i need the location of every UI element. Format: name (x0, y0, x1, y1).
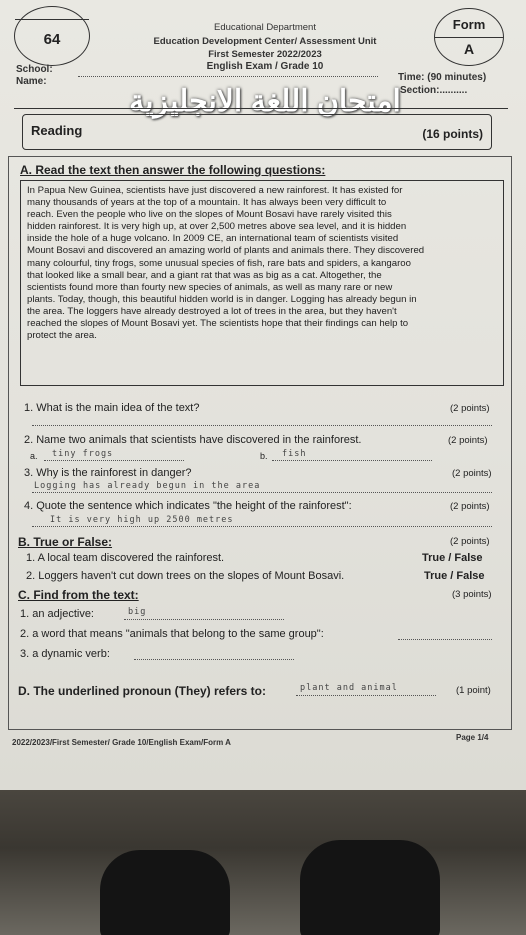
part-d-line[interactable] (296, 695, 436, 696)
time-label: Time: (90 minutes) (398, 72, 487, 83)
passage-line: reach. Even the people who live on the slopes of Mount Bosavi have rarely visited this (27, 209, 392, 221)
department-line: Educational Department (214, 22, 316, 33)
question-2-points: (2 points) (448, 435, 488, 446)
find-3: 3. a dynamic verb: (20, 648, 110, 660)
shoe-right (300, 840, 440, 935)
header-divider (14, 108, 508, 109)
question-3-points: (2 points) (452, 468, 492, 479)
semester-line: First Semester 2022/2023 (208, 49, 322, 60)
reading-header (22, 114, 492, 150)
form-circle (434, 8, 504, 66)
reading-passage (20, 180, 504, 386)
footer-left: 2022/2023/First Semester/ Grade 10/English Exam/Form A (12, 738, 231, 747)
true-false-2[interactable]: True / False (424, 570, 485, 582)
passage-line: the area. The loggers have already destroyed a lot of trees in the area, but they haven't (27, 305, 397, 317)
answer-line-1[interactable] (32, 425, 492, 426)
passage-line: reached the slopes of Mount Bosavi yet. The scientists hope that their findings can help to (27, 318, 409, 330)
part-d-points: (1 point) (456, 685, 491, 696)
floor-background (0, 790, 526, 935)
find-1: 1. an adjective: (20, 608, 94, 620)
answer-line-2b[interactable] (272, 460, 432, 461)
passage-line: inside the hole of a huge volcano. In 2009 CE, an international team of scientists visited (27, 233, 399, 245)
question-4: 4. Quote the sentence which indicates "the height of the rainforest": (24, 500, 352, 512)
shoe-left (100, 850, 230, 935)
unit-line: Education Development Center/ Assessment Unit (153, 36, 377, 47)
school-label: School: (16, 64, 53, 75)
find-1-answer: big (128, 607, 147, 617)
answer-2b: fish (282, 449, 307, 459)
section-label: Section:.......... (400, 85, 468, 96)
find-line-1[interactable] (124, 619, 284, 620)
name-label: Name: (16, 76, 47, 87)
form-label: Form (452, 17, 486, 32)
find-2: 2. a word that means "animals that belong to the same group": (20, 628, 324, 640)
arabic-caption: امتحان اللغة الانجليزية (129, 85, 401, 118)
answer-2b-label: b. (260, 451, 268, 461)
answer-line-4[interactable] (32, 526, 492, 527)
question-1: 1. What is the main idea of the text? (24, 402, 200, 414)
footer-right: Page 1/4 (456, 733, 489, 742)
school-line (78, 76, 378, 77)
find-line-2[interactable] (398, 639, 492, 640)
exam-code: 64 (43, 31, 61, 48)
passage-line: plants. Today, though, this beautiful hidden world is in danger. Logging has already begun in (27, 293, 417, 305)
passage-line: In Papua New Guinea, scientists have just discovered a new rainforest. It has existed for (27, 185, 403, 196)
passage-line: hidden rainforest. It is very high up, at over 2,500 metres above sea level, and it is hidden (27, 221, 407, 233)
reading-title: Reading (31, 123, 83, 138)
part-b-points: (2 points) (450, 536, 490, 547)
part-a-title: A. Read the text then answer the following questions: (20, 163, 326, 177)
part-b-title: B. True or False: (18, 535, 113, 549)
exam-line: English Exam / Grade 10 (206, 61, 324, 72)
part-d-title: D. The underlined pronoun (They) refers to: (18, 684, 267, 698)
answer-4: It is very high up 2500 metres (50, 515, 234, 525)
form-value: A (463, 41, 475, 57)
passage-line: scientists found more than fourty new species of animals, as well as many rare or new (27, 281, 393, 293)
answer-3: Logging has already begun in the area (34, 481, 261, 491)
true-false-1[interactable]: True / False (422, 552, 483, 564)
reading-points: (16 points) (422, 127, 483, 141)
code-circle (14, 6, 90, 66)
part-d-answer: plant and animal (300, 683, 398, 693)
question-2: 2. Name two animals that scientists have discovered in the rainforest. (24, 434, 362, 446)
part-c-points: (3 points) (452, 589, 492, 600)
passage-line: many colourful, tiny frogs, some unusual species of fish, rare bats and spiders, a kangaroo (27, 257, 411, 269)
statement-1: 1. A local team discovered the rainforest. (26, 552, 225, 564)
answer-line-2a[interactable] (44, 460, 184, 461)
passage-line: protect the area. (27, 330, 97, 342)
answer-2a-label: a. (30, 451, 38, 461)
find-line-3[interactable] (134, 659, 294, 660)
part-c-title: C. Find from the text: (18, 588, 139, 602)
answer-2a: tiny frogs (52, 449, 114, 459)
passage-line: many thousands of years at the top of a mountain. It has always been very difficult to (27, 197, 387, 209)
question-1-points: (2 points) (450, 403, 490, 414)
question-4-points: (2 points) (450, 501, 490, 512)
passage-line: Mount Bosavi and discovered an amazing world of plants and animals there. They discovered (27, 245, 425, 257)
answer-line-3[interactable] (32, 492, 492, 493)
passage-line: that looked like a small bear, and a giant rat that was as big as a cat. Altogether, the (27, 269, 382, 281)
question-3: 3. Why is the rainforest in danger? (24, 467, 192, 479)
statement-2: 2. Loggers haven't cut down trees on the slopes of Mount Bosavi. (26, 570, 345, 582)
